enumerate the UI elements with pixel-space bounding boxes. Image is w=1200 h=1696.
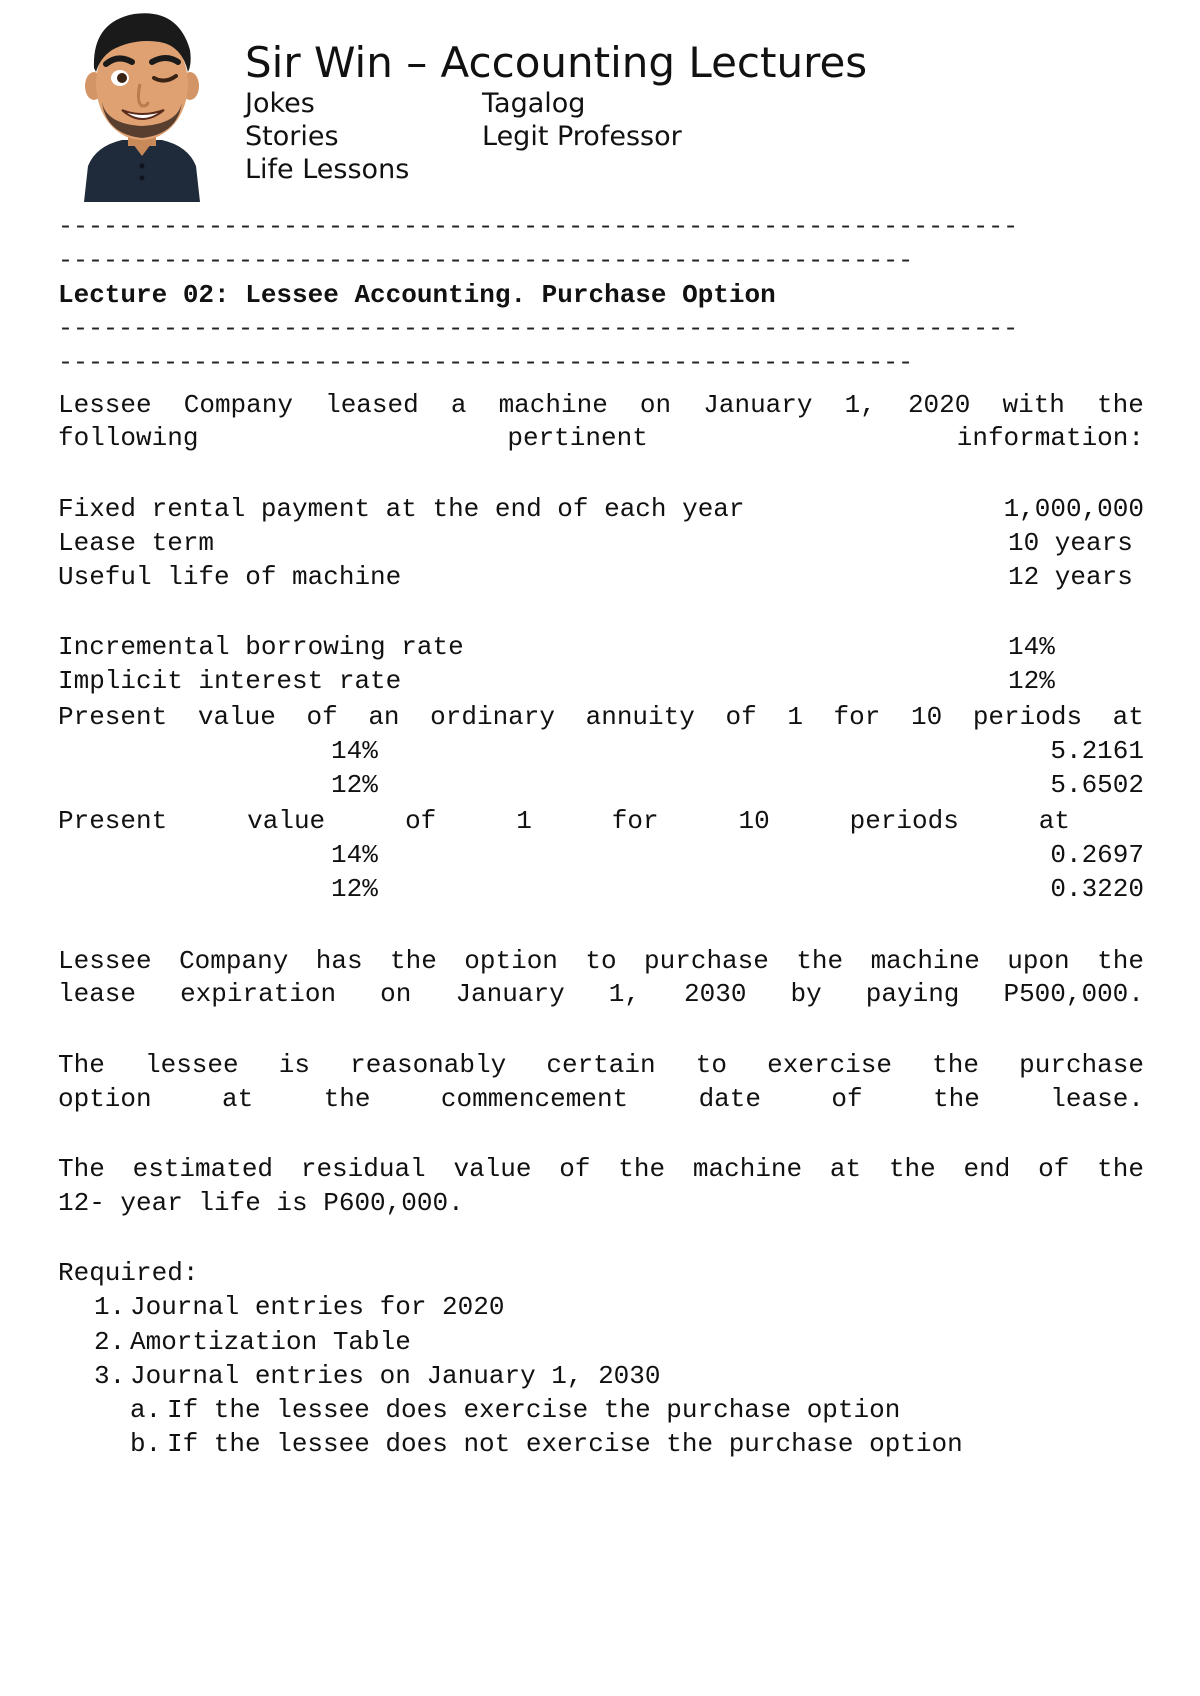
word: estimated (132, 1154, 274, 1184)
required-item-number: 3. (94, 1361, 126, 1391)
required-item: Journal entries on January 1, 2030 (130, 1361, 661, 1391)
word: Lessee (58, 946, 152, 976)
fact-row (58, 492, 1144, 526)
word: periods (972, 702, 1083, 732)
tag-legit-professor: Legit Professor (482, 121, 682, 152)
rate-row (58, 630, 1144, 664)
word: the (796, 946, 844, 976)
word: for (611, 806, 659, 836)
word: the (932, 1050, 979, 1080)
word: the (933, 1084, 980, 1114)
pv-one-row (58, 872, 1144, 906)
certainty-paragraph-line (58, 1082, 1144, 1116)
fact-row (58, 560, 1144, 594)
fact-label: Fixed rental payment at the end of each year (58, 494, 745, 524)
word: Present (58, 702, 168, 732)
divider-line: ---------------------------------------------------------------- (58, 314, 1019, 343)
word: 1, (608, 979, 640, 1009)
word: 2030 (684, 979, 747, 1009)
pv-annuity-row (58, 768, 1144, 802)
word: pertinent (507, 423, 648, 453)
divider-line: --------------------------------------------------------- (58, 246, 914, 275)
word: paying (865, 979, 960, 1009)
word: with (1002, 390, 1065, 420)
word: value (197, 702, 276, 732)
word: lease (58, 979, 137, 1009)
pv-rate: 14% (331, 840, 378, 870)
required-item-number: 1. (94, 1292, 126, 1322)
word: The (58, 1050, 105, 1080)
pv-factor: 5.2161 (1050, 736, 1144, 766)
pv-annuity-heading (58, 700, 1144, 734)
word: at (829, 1154, 862, 1184)
fact-label: Lease term (58, 528, 215, 558)
word: to (695, 1050, 727, 1080)
word: the (390, 946, 437, 976)
word: end (963, 1154, 1011, 1184)
fact-row (58, 526, 1144, 560)
word: January (455, 979, 565, 1009)
word: Company (179, 946, 289, 976)
rate-value: 12% (1008, 666, 1055, 696)
required-item: Journal entries for 2020 (130, 1292, 505, 1322)
word: is (278, 1050, 310, 1080)
certainty-paragraph-line (58, 1048, 1144, 1082)
word: 2020 (907, 390, 971, 420)
divider-line: ---------------------------------------------------------------- (58, 212, 1019, 241)
rate-row (58, 664, 1144, 698)
tag-tagalog: Tagalog (482, 88, 586, 119)
word: P500,000. (1003, 979, 1144, 1009)
word: at (1038, 806, 1070, 836)
word: 10 (910, 702, 943, 732)
word: Company (183, 390, 293, 420)
residual-paragraph-line: 12- year life is P600,000. (58, 1188, 464, 1218)
pv-annuity-row (58, 734, 1144, 768)
word: Present (58, 806, 168, 836)
fact-value: 10 years (1008, 528, 1133, 558)
option-paragraph-line (58, 977, 1144, 1011)
word: of (306, 702, 338, 732)
sub-item: If the lessee does exercise the purchase option (167, 1395, 901, 1425)
word: expiration (180, 979, 337, 1009)
word: value (247, 806, 326, 836)
word: of (559, 1154, 591, 1184)
rate-label: Implicit interest rate (58, 666, 402, 696)
tag-jokes: Jokes (245, 88, 315, 119)
sub-item: If the lessee does not exercise the purchase option (167, 1429, 963, 1459)
word: Lessee (58, 390, 152, 420)
word: annuity (585, 702, 695, 732)
word: 1, (844, 390, 876, 420)
word: the (888, 1154, 936, 1184)
word: purchase (1019, 1050, 1144, 1080)
avatar-image (82, 6, 202, 202)
sub-item-letter: b. (130, 1429, 162, 1459)
rate-value: 14% (1008, 632, 1055, 662)
word: of (1038, 1154, 1070, 1184)
pv-rate: 14% (331, 736, 378, 766)
word: at (1112, 702, 1144, 732)
word: lease. (1050, 1084, 1144, 1114)
option-paragraph-line (58, 944, 1144, 978)
word: information: (956, 423, 1144, 453)
pv-rate: 12% (331, 770, 378, 800)
word: the (1097, 946, 1144, 976)
word: at (222, 1084, 254, 1114)
pv-factor: 5.6502 (1050, 770, 1144, 800)
intro-paragraph-line (58, 421, 1144, 455)
word: residual (300, 1154, 426, 1184)
word: ordinary (430, 702, 555, 732)
required-item: Amortization Table (130, 1327, 411, 1357)
word: the (323, 1084, 371, 1114)
required-item-number: 2. (94, 1327, 126, 1357)
rate-label: Incremental borrowing rate (58, 632, 464, 662)
word: exercise (767, 1050, 892, 1080)
word: machine (692, 1154, 803, 1184)
word: upon (1007, 946, 1070, 976)
tag-stories: Stories (245, 121, 339, 152)
word: date (698, 1084, 761, 1114)
word: to (585, 946, 617, 976)
word: lessee (144, 1050, 239, 1080)
word: January (703, 390, 813, 420)
required-heading: Required: (58, 1258, 199, 1288)
divider-line: --------------------------------------------------------- (58, 348, 914, 377)
word: option (464, 946, 558, 976)
word: value (453, 1154, 532, 1184)
fact-value: 12 years (1008, 562, 1133, 592)
pv-factor: 0.2697 (1050, 840, 1144, 870)
word: machine (498, 390, 608, 420)
lecture-title: Lecture 02: Lessee Accounting. Purchase Option (58, 280, 776, 310)
word: of (725, 702, 757, 732)
word: on (639, 390, 672, 420)
word: The (58, 1154, 105, 1184)
pv-factor: 0.3220 (1050, 874, 1144, 904)
word: certain (546, 1050, 656, 1080)
word: for (833, 702, 881, 732)
sub-item-letter: a. (130, 1395, 162, 1425)
word: 10 (738, 806, 770, 836)
word: 1 (516, 806, 532, 836)
word: a (450, 390, 467, 420)
word: of (405, 806, 437, 836)
word: the (1097, 1154, 1144, 1184)
word: machine (870, 946, 980, 976)
word: reasonably (350, 1050, 507, 1080)
pv-rate: 12% (331, 874, 378, 904)
word: has (315, 946, 363, 976)
word: leased (325, 390, 419, 420)
word: the (1097, 390, 1144, 420)
fact-value: 1,000,000 (1003, 494, 1144, 524)
pv-one-row (58, 838, 1144, 872)
pv-one-heading (58, 804, 1070, 838)
intro-paragraph-line (58, 388, 1144, 422)
word: option (58, 1084, 152, 1114)
word: 1 (787, 702, 803, 732)
word: following (58, 423, 199, 453)
word: by (790, 979, 822, 1009)
word: purchase (644, 946, 769, 976)
word: on (380, 979, 412, 1009)
tag-life-lessons: Life Lessons (245, 154, 410, 185)
page-title: Sir Win – Accounting Lectures (245, 38, 868, 87)
word: an (368, 702, 400, 732)
fact-label: Useful life of machine (58, 562, 402, 592)
word: the (618, 1154, 666, 1184)
word: commencement (440, 1084, 629, 1114)
residual-paragraph-line (58, 1152, 1144, 1186)
word: of (831, 1084, 863, 1114)
word: periods (849, 806, 959, 836)
